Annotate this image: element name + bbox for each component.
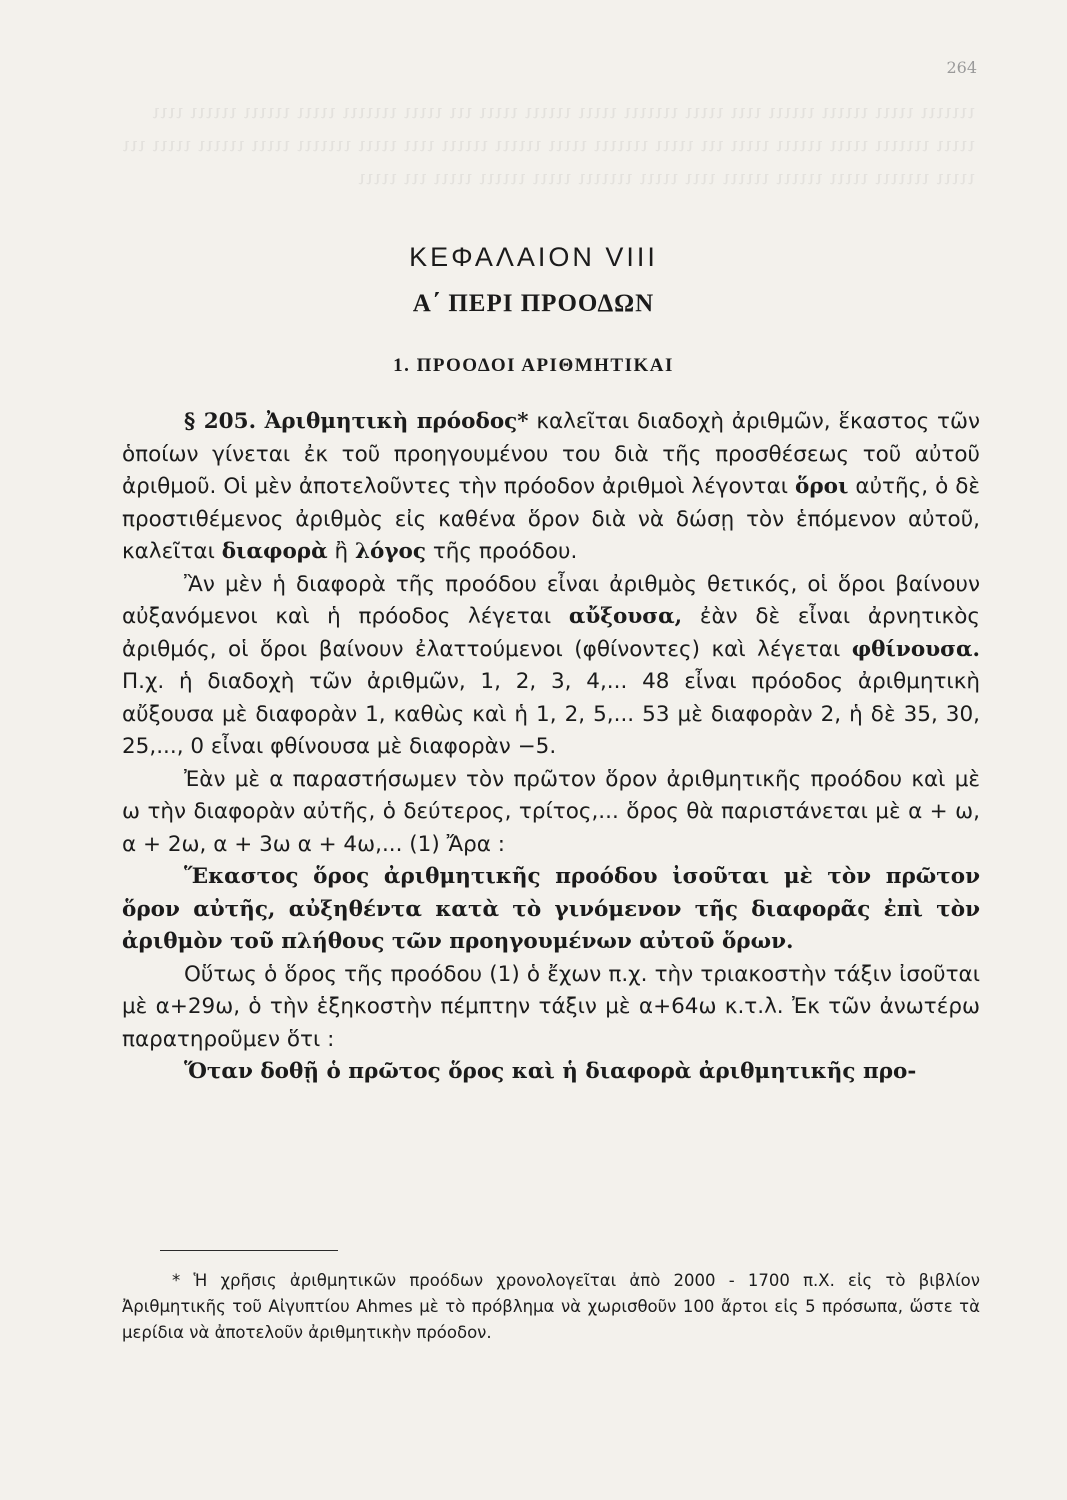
term-difference: διαφορὰ [221,539,328,564]
term-ratio: λόγος [354,539,426,564]
term-terms: ὅροι [795,474,849,499]
chapter-title: ΚΕΦΑΛΑΙΟΝ VIII [409,242,658,272]
paragraph-example: Οὕτως ὁ ὅρος τῆς προόδου (1) ὁ ἔχων π.χ. τὴν τριακοστὴν τάξιν ἰσοῦται μὲ α+29ω, ὁ τὴν ἑξηκοστὴν πέμπτην τάξιν μὲ α+64ω κ.τ.λ. Ἐκ τῶν ἀνωτέρω παρατηροῦμεν ὅτι : [122,961,980,1052]
paragraph-increasing-decreasing: Ἂν μὲν ἡ διαφορὰ τῆς προόδου εἶναι ἀριθμὸς θετικός, οἱ ὅροι βαίνουν αὐξανόμενοι καὶ ἡ πρόοδος λέγεται αὔξουσα, ἐὰν δὲ εἶναι ἀρνητικὸς ἀριθμός, οἱ ὅροι βαίνουν ἐλαττούμενοι (φθίνοντες) καὶ λέγεται φθίνουσα. Π.χ. ἡ διαδοχὴ τῶν ἀριθμῶν, 1, 2, 3, 4,... 48 εἶναι πρόοδος ἀριθμητικὴ αὔξουσα μὲ διαφορὰν 1, καθὼς καὶ ἡ 1, 2, 5,... 53 μὲ διαφορὰν 2, ἡ δὲ 35, 30, 25,..., 0 εἶναι φθίνουσα μὲ διαφορὰν −5. [122,571,980,759]
rule-general-term: Ἕκαστος ὅρος ἀριθμητικῆς προόδου ἰσοῦται μὲ τὸν πρῶτον ὅρον αὐτῆς, αὐξηθέντα κατὰ τὸ γινόμενον τῆς διαφορᾶς ἐπὶ τὸν ἀριθμὸν τοῦ πλήθους τῶν προηγουμένων αὐτοῦ ὅρων. [122,864,980,954]
bleed-through-text: ιιιιιιι ιιιιι ιιιιιι ιιιιιι ιιιι ιιιιι ιιιιιιι ιιιιι ιιιιιι ιιιιι ιιι ιιιιι ιιιιιιι ιιιιι ιιιιιι ιιιιιι ιιιι ιιιιι ιιιιιιι ιιιιι ιιιιιι ιιιιι ιιι ιιιιι ιιιιιιι ιιιιι ιιιιιι ιιιιιι ιιιι ιιιιι ιιιιιιι ιιιιι ιιιιιι ιιιιι ιιι ιιιιι ιιιιιιι ιιιιι ιιιιιι ιιιιιι ιιιι ιιιιι ιιιιιιι ιιιιι ιιιιιι ιιιιι ιιι ιιιιι [121,99,975,189]
term-decreasing: φθίνουσα. [851,636,980,662]
page-number: 264 [946,58,977,77]
paragraph-general-term: Ἐὰν μὲ α παραστήσωμεν τὸν πρῶτον ὅρον ἀριθμητικῆς προόδου καὶ μὲ ω τὴν διαφορὰν αὐτῆς, ὁ δεύτερος, τρίτος,... ὅρος θὰ παριστάνεται μὲ α + ω, α + 2ω, α + 3ω α + 4ω,... (1) Ἄρα : [122,766,980,857]
body-text [122,406,980,1089]
footnote [122,1268,980,1346]
section-number: § 205. [184,409,265,434]
rule-continuation: Ὅταν δοθῇ ὁ πρῶτος ὅρος καὶ ἡ διαφορὰ ἀριθμητικῆς προ- [184,1059,917,1084]
term-increasing: αὔξουσα, [568,604,683,629]
term-arithmetic-progression: Ἀριθμητικὴ πρόοδος* [264,409,529,434]
paragraph-definition: § 205. Ἀριθμητικὴ πρόοδος* καλεῖται διαδοχὴ ἀριθμῶν, ἕκαστος τῶν ὁποίων γίνεται ἐκ τοῦ προηγουμένου του διὰ τῆς προσθέσεως τοῦ αὐτοῦ ἀριθμοῦ. Οἱ μὲν ἀποτελοῦντες τὴν πρόοδον ἀριθμοὶ λέγονται ὅροι αὐτῆς, ὁ δὲ προστιθέμενος ἀριθμὸς εἰς καθένα ὅρον διὰ νὰ δώσῃ τὸν ἑπόμενον αὐτοῦ, καλεῖται διαφορὰ ἢ λόγος τῆς προόδου. [122,409,980,564]
section-title: Α΄ ΠΕΡΙ ΠΡΟΟΔΩΝ [412,290,655,317]
subsection-title: 1. ΠΡΟΟΔΟΙ ΑΡΙΘΜΗΤΙΚΑΙ [393,355,674,376]
footnote-divider [160,1250,338,1251]
footnote-text: * Ἡ χρῆσις ἀριθμητικῶν προόδων χρονολογεῖται ἀπὸ 2000 - 1700 π.Χ. εἰς τὸ βιβλίον Ἀριθμητικῆς τοῦ Αἰγυπτίου Ahmes μὲ τὸ πρόβλημα νὰ χωρισθοῦν 100 ἄρτοι εἰς 5 πρόσωπα, ὥστε τὰ μερίδια νὰ ἀποτελοῦν ἀριθμητικὴν πρόοδον. [122,1271,980,1342]
